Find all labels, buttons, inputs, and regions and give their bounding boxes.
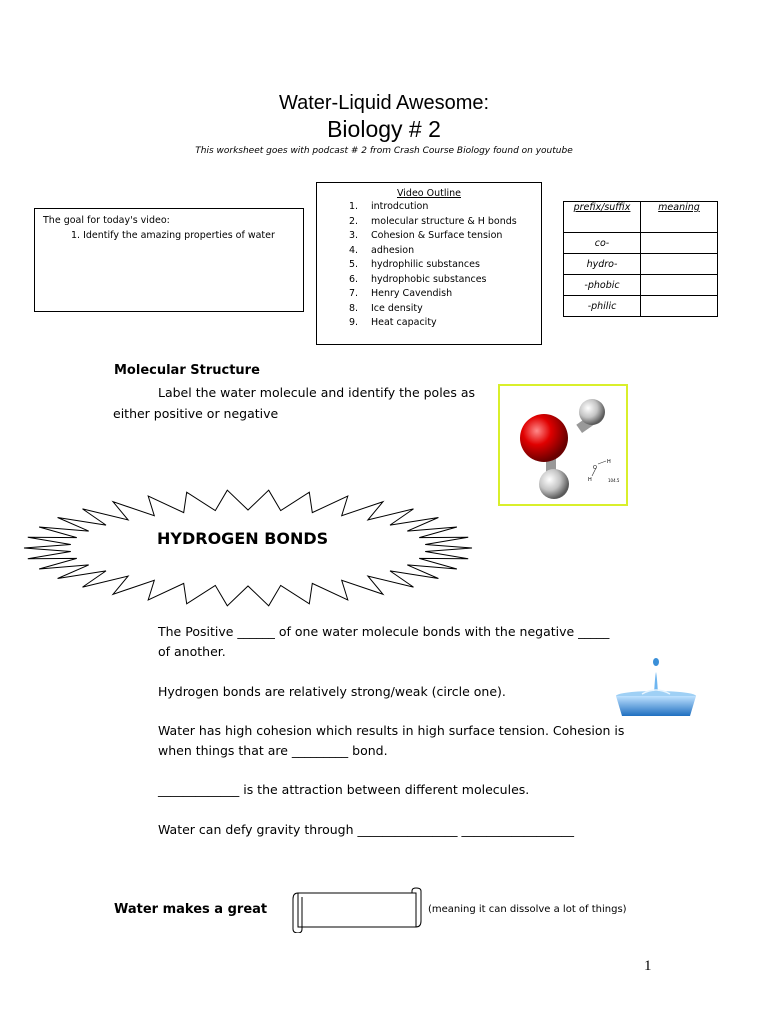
outline-item: 3. Cohesion & Surface tension <box>349 230 503 241</box>
prefix-cell: hydro- <box>564 254 641 275</box>
question-adhesion: _____________ is the attraction between different molecules. <box>158 782 530 797</box>
prefix-cell: -philic <box>564 296 641 317</box>
oxygen-atom <box>520 414 568 462</box>
meaning-column-header: meaning <box>641 202 718 233</box>
label-h-top: H <box>607 459 611 465</box>
question-positive-line1: The Positive ______ of one water molecule bonds with the negative _____ <box>158 624 610 639</box>
outline-item: 9. Heat capacity <box>349 317 437 328</box>
worksheet-description: This worksheet goes with podcast # 2 from Crash Course Biology found on youtube <box>195 146 573 156</box>
water-molecule-image <box>498 384 628 506</box>
hydrogen-bonds-burst <box>22 488 474 608</box>
outline-item: 7. Henry Cavendish <box>349 288 453 299</box>
solvent-lead-text: Water makes a great <box>114 902 268 917</box>
water-drop-glass-image <box>612 656 700 718</box>
scroll-banner-shape <box>290 887 424 933</box>
molecular-instruction-line1: Label the water molecule and identify the poles as <box>158 385 476 400</box>
water-splash-icon <box>612 656 700 718</box>
prefix-suffix-table <box>563 201 718 317</box>
prefix-cell: co- <box>564 233 641 254</box>
video-outline-list <box>317 200 541 331</box>
question-gravity: Water can defy gravity through ________________ __________________ <box>158 822 574 837</box>
outline-item: 5. hydrophilic substances <box>349 259 480 270</box>
outline-item: 2. molecular structure & H bonds <box>349 215 517 227</box>
answer-scroll-box[interactable] <box>290 887 424 933</box>
goal-item: 1. Identify the amazing properties of water <box>71 230 275 241</box>
outline-item: 6. hydrophobic substances <box>349 273 487 285</box>
hydrogen-atom-bottom <box>539 469 569 499</box>
page-number: 1 <box>644 958 652 974</box>
goal-box <box>34 208 304 312</box>
outline-item: 1. introdcution <box>349 201 429 212</box>
meaning-answer-cell[interactable] <box>641 254 718 275</box>
goal-label: The goal for today's video: <box>43 215 170 226</box>
starburst-shape <box>22 488 474 608</box>
question-strength: Hydrogen bonds are relatively strong/weak (circle one). <box>158 684 506 699</box>
label-h-bottom: H <box>588 477 592 483</box>
worksheet-title: Water-Liquid Awesome: <box>278 92 490 114</box>
meaning-answer-cell[interactable] <box>641 296 718 317</box>
label-o: O <box>593 465 597 471</box>
question-cohesion-line1: Water has high cohesion which results in high surface tension. Cohesion is <box>158 723 625 738</box>
meaning-answer-cell[interactable] <box>641 233 718 254</box>
solvent-note: (meaning it can dissolve a lot of things) <box>428 904 627 915</box>
prefix-cell: -phobic <box>564 275 641 296</box>
video-outline-heading: Video Outline <box>396 188 461 199</box>
prefix-column-header: prefix/suffix <box>564 202 641 233</box>
molecular-structure-heading: Molecular Structure <box>114 363 260 378</box>
label-angle: 104.5 <box>608 478 620 483</box>
worksheet-subtitle-number: Biology # 2 <box>327 116 441 142</box>
outline-item: 4. adhesion <box>349 244 415 256</box>
meaning-answer-cell[interactable] <box>641 275 718 296</box>
water-molecule-diagram <box>500 386 626 504</box>
hydrogen-atom-top <box>579 399 605 425</box>
hydrogen-bonds-label: HYDROGEN BONDS <box>157 529 329 548</box>
question-positive-line2: of another. <box>158 644 226 659</box>
question-cohesion-line2: when things that are _________ bond. <box>158 743 388 758</box>
outline-item: 8. Ice density <box>349 302 423 314</box>
video-outline-box <box>316 182 542 345</box>
molecular-instruction-line2: either positive or negative <box>113 406 279 421</box>
